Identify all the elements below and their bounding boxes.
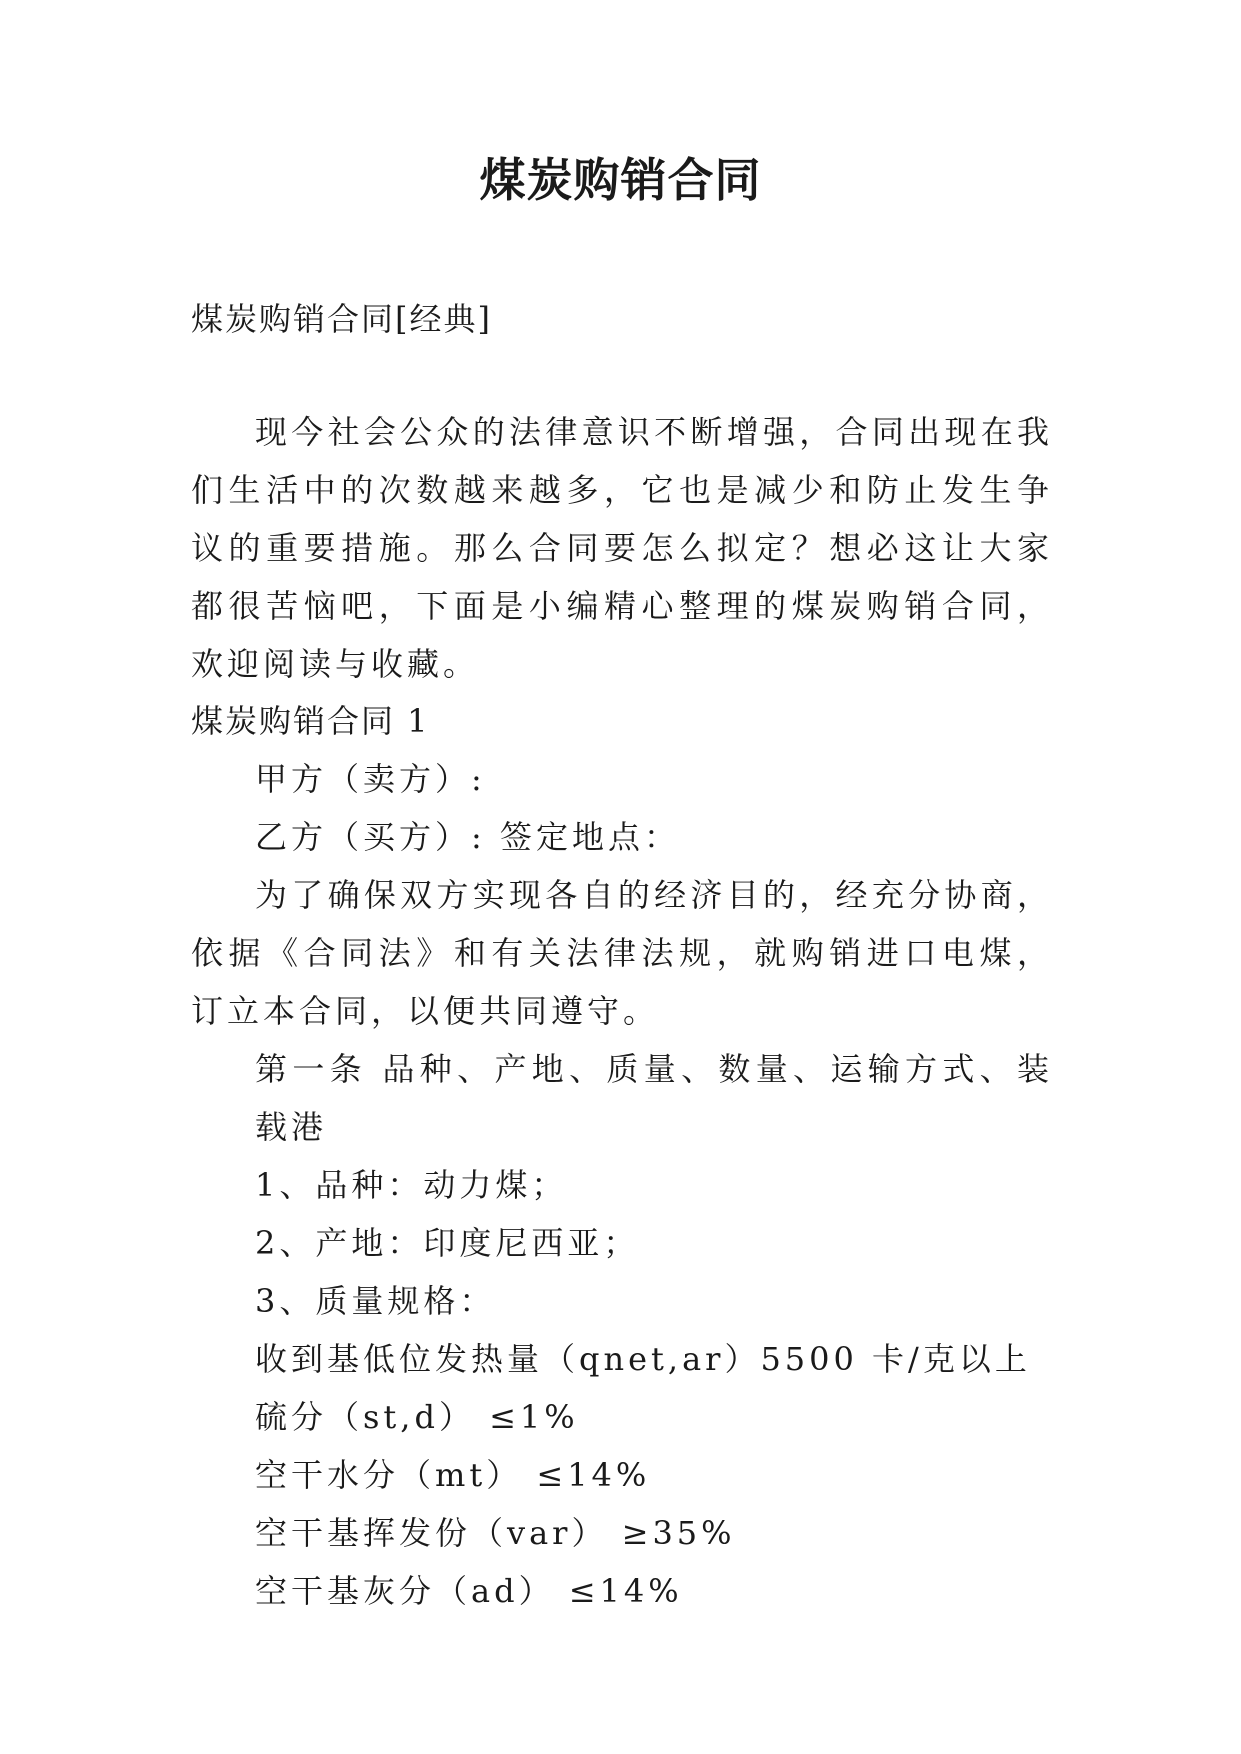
section-heading: 煤炭购销合同 1 (191, 702, 430, 740)
party-a-line: 甲方（卖方）: (255, 760, 486, 798)
party-b-line: 乙方（买方）: 签定地点： (255, 818, 680, 856)
contract-body (191, 750, 1053, 1620)
article-1-heading: 第一条 品种、产地、质量、数量、运输方式、装载港 (255, 1050, 1053, 1146)
item-quality: 3、质量规格： (255, 1282, 496, 1320)
intro-paragraph: 现今社会公众的法律意识不断增强，合同出现在我们生活中的次数越来越多，它也是减少和防止发生争议的重要措施。那么合同要怎么拟定？想必这让大家都很苦恼吧，下面是小编精心整理的煤炭购销合同，欢迎阅读与收藏。 (191, 413, 1053, 683)
spec-sulfur: 硫分（st,d） ≤1% (255, 1398, 579, 1436)
spec-calorific: 收到基低位发热量（qnet,ar）5500 卡/克以上 (255, 1340, 1031, 1378)
purpose-paragraph: 为了确保双方实现各自的经济目的，经充分协商，依据《合同法》和有关法律法规，就购销进口电煤，订立本合同，以便共同遵守。 (191, 876, 1053, 1030)
item-variety: 1、品种：动力煤； (255, 1166, 568, 1204)
spec-ash: 空干基灰分（ad） ≤14% (255, 1572, 683, 1610)
spec-volatile: 空干基挥发份（var） ≥35% (255, 1514, 736, 1552)
document-title: 煤炭购销合同 (479, 153, 762, 207)
item-origin: 2、产地：印度尼西亚； (255, 1224, 640, 1262)
spec-moisture: 空干水分（mt） ≤14% (255, 1456, 651, 1494)
document-subtitle: 煤炭购销合同[经典] (191, 300, 492, 338)
